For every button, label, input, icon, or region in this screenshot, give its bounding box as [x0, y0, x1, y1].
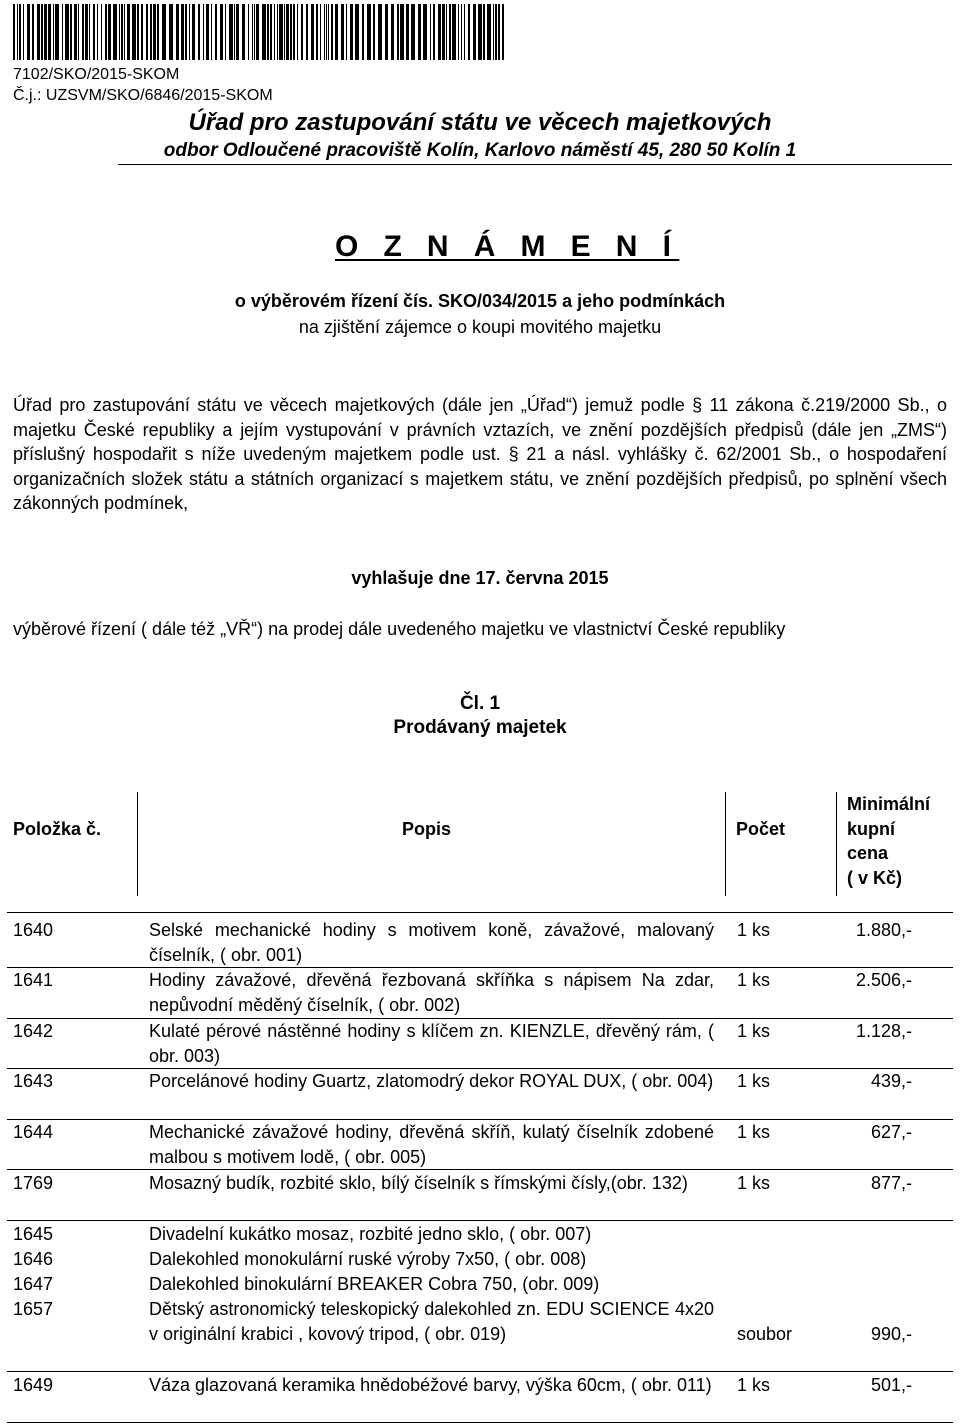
- item-number: 1644: [13, 1122, 54, 1142]
- item-count: 1 ks: [737, 1173, 771, 1193]
- item-price: 2.506,-: [855, 970, 912, 990]
- item-description: Mosazný budík, rozbité sklo, bílý číselník s římskými čísly,(obr. 132): [149, 1173, 688, 1193]
- item-number: 1647: [13, 1274, 54, 1294]
- item-count: 1 ks: [737, 920, 771, 940]
- item-price: 990,-: [870, 1324, 912, 1344]
- item-count: 1 ks: [737, 1122, 771, 1142]
- item-number: 1769: [13, 1173, 54, 1193]
- item-number: 1641: [13, 970, 54, 990]
- item-description: Váza glazovaná keramika hnědobéžové barvy, výška 60cm, ( obr. 011): [149, 1375, 712, 1395]
- header-item-number: Položka č.: [13, 819, 102, 839]
- table-rule: [7, 1169, 953, 1170]
- item-price: 1.128,-: [855, 1021, 912, 1041]
- item-count: 1 ks: [737, 1071, 771, 1091]
- item-number: 1646: [13, 1249, 54, 1269]
- declaration: vyhlašuje dne 17. června 2015: [351, 568, 609, 588]
- header-rule: [118, 164, 952, 165]
- item-price: 877,-: [870, 1173, 912, 1193]
- item-number: 1649: [13, 1375, 54, 1395]
- item-count: 1 ks: [737, 970, 771, 990]
- item-price: 1.880,-: [855, 920, 912, 940]
- notice-subtitle: o výběrovém řízení čís. SKO/034/2015 a jeho podmínkách: [234, 291, 726, 311]
- item-price: 501,-: [870, 1375, 912, 1395]
- item-number: 1657: [13, 1299, 54, 1319]
- item-description: Selské mechanické hodiny s motivem koně, závažové, malovaný číselník, ( obr. 001): [149, 920, 714, 965]
- table-rule: [7, 912, 953, 913]
- item-count: 1 ks: [737, 1021, 771, 1041]
- item-count: soubor: [737, 1324, 793, 1344]
- item-description: Porcelánové hodiny Guartz, zlatomodrý dekor ROYAL DUX, ( obr. 004): [149, 1071, 714, 1091]
- item-description: Dětský astronomický teleskopický dalekohled zn. EDU SCIENCE 4x20 v originální krabici , kovový tripod, ( obr. 019): [149, 1299, 714, 1344]
- announcement: výběrové řízení ( dále též „VŘ“) na prodej dále uvedeného majetku ve vlastnictví České republiky: [13, 619, 786, 639]
- item-number: 1645: [13, 1224, 54, 1244]
- table-rule: [7, 1371, 953, 1372]
- barcode: [13, 4, 505, 60]
- table-rule: [7, 1220, 953, 1221]
- item-description: Dalekohled monokulární ruské výroby 7x50, ( obr. 008): [149, 1249, 587, 1269]
- branch-address: odbor Odloučené pracoviště Kolín, Karlovo náměstí 45, 280 50 Kolín 1: [163, 140, 797, 161]
- table-rule: [7, 1422, 953, 1423]
- table-divider: [725, 792, 726, 896]
- notice-subtitle-2: na zjištění zájemce o koupi movitého majetku: [298, 317, 662, 337]
- item-description: Mechanické závažové hodiny, dřevěná skříň, kulatý číselník zdobené malbou s motivem lodě, ( obr. 005): [149, 1122, 714, 1167]
- item-price: 627,-: [870, 1122, 912, 1142]
- item-price: 439,-: [870, 1071, 912, 1091]
- item-number: 1640: [13, 920, 54, 940]
- table-divider: [836, 792, 837, 896]
- header-min-price: Minimální kupní cena ( v Kč): [847, 794, 931, 888]
- header-count: Počet: [736, 819, 786, 839]
- table-divider: [137, 792, 138, 896]
- case-number: Č.j.: UZSVM/SKO/6846/2015-SKOM: [13, 87, 273, 104]
- notice-title: O Z N Á M E N Í: [335, 230, 680, 263]
- item-description: Dalekohled binokulární BREAKER Cobra 750, (obr. 009): [149, 1274, 600, 1294]
- item-count: 1 ks: [737, 1375, 771, 1395]
- item-number: 1643: [13, 1071, 54, 1091]
- item-description: Divadelní kukátko mosaz, rozbité jedno sklo, ( obr. 007): [149, 1224, 592, 1244]
- article-number: Čl. 1: [459, 693, 501, 714]
- item-description: Kulaté pérové nástěnné hodiny s klíčem zn. KIENZLE, dřevěný rám, ( obr. 003): [149, 1021, 714, 1066]
- header-description: Popis: [402, 819, 452, 839]
- article-title: Prodávaný majetek: [393, 717, 567, 738]
- item-description: Hodiny závažové, dřevěná řezbovaná skříňka s nápisem Na zdar, nepůvodní měděný číselník, ( obr. 002): [149, 970, 714, 1015]
- intro-paragraph: Úřad pro zastupování státu ve věcech majetkových (dále jen „Úřad“) jemuž podle § 11 zákona č.219/2000 Sb., o majetku České republiky a jejím vystupování v právních vztazích, ve znění pozdějších předpisů (dále jen „ZMS“) příslušný hospodařit s níže uvedeným majetkem podle ust. § 21 a násl. vyhlášky č. 62/2001 Sb., o hospodaření organizačních složek státu a státních organizací s majetkem státu, ve znění pozdějších předpisů, po splnění všech zákonných podmínek,: [13, 395, 947, 514]
- item-number: 1642: [13, 1021, 54, 1041]
- office-heading: Úřad pro zastupování státu ve věcech majetkových: [188, 109, 772, 136]
- reference-code: 7102/SKO/2015-SKOM: [13, 66, 180, 83]
